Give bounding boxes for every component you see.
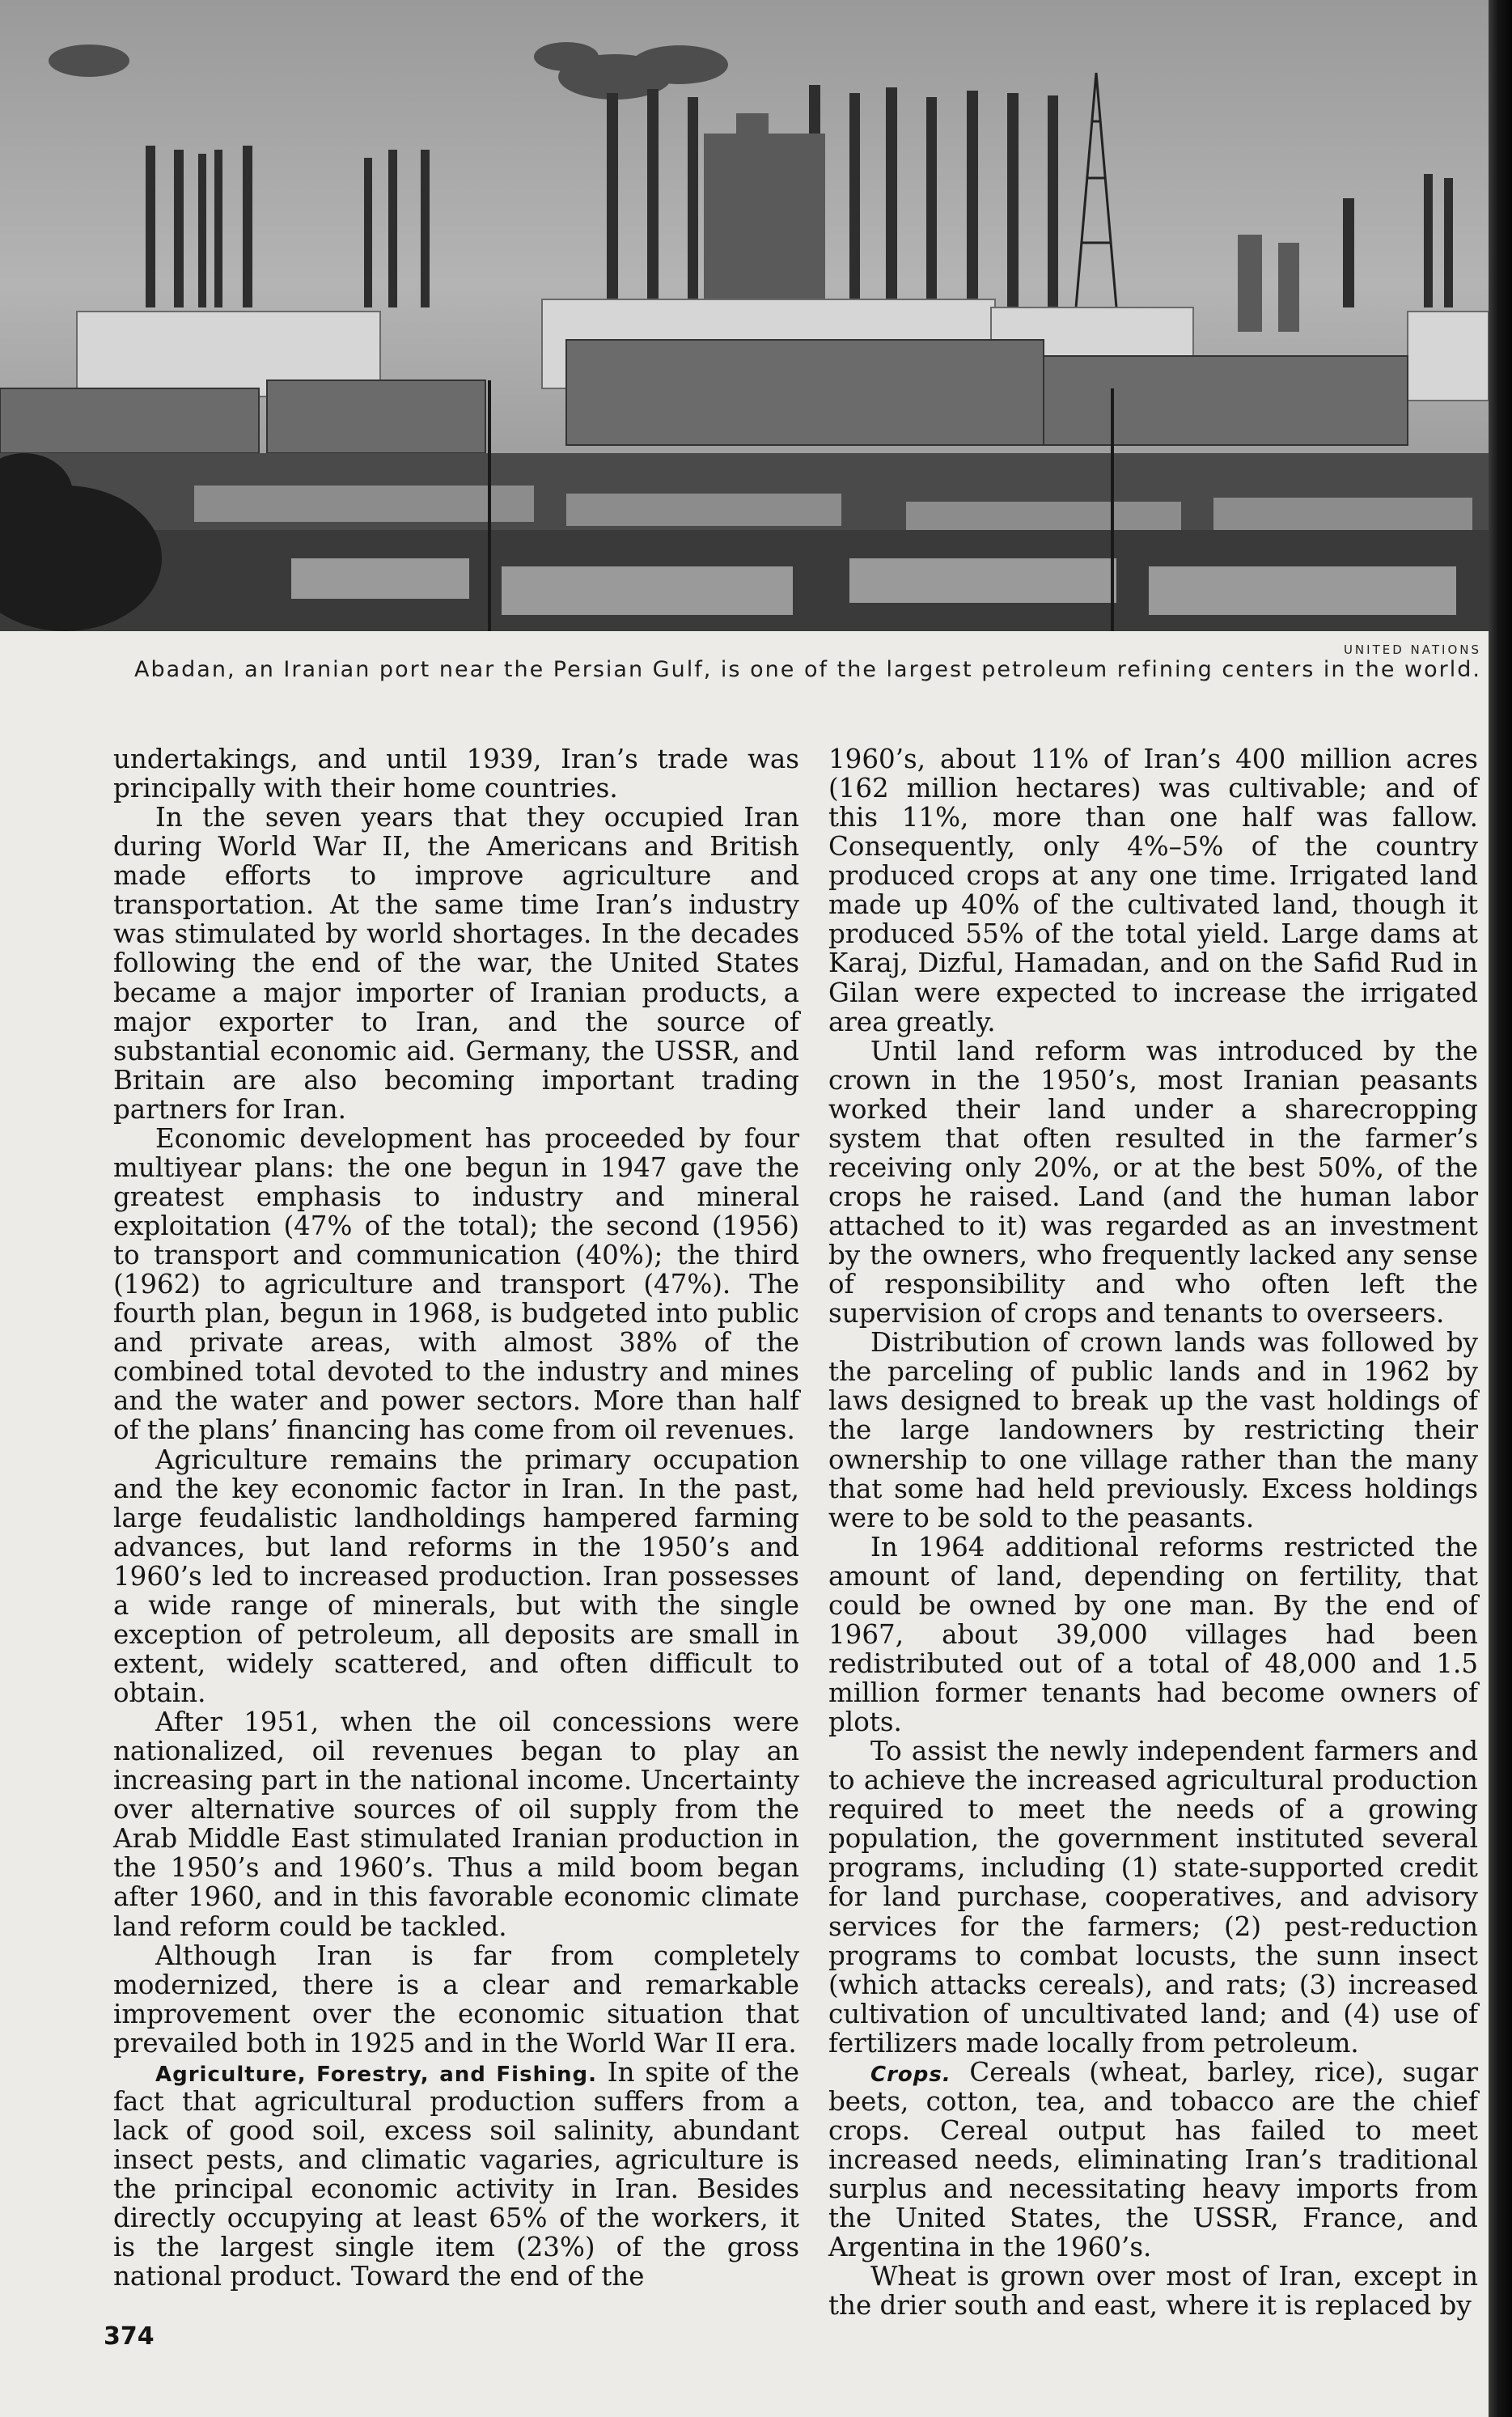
photo-credit: UNITED NATIONS xyxy=(1343,642,1481,657)
paragraph-text: Cereals (wheat, barley, rice), sugar beets, cotton, tea, and tobacco are the chief crops. Cereal output has failed to meet increased needs, eliminating Iran’s traditional surplus and necessitating heavy imports from the United States, the USSR, France, and Argentina in the 1960’s. xyxy=(828,2056,1478,2263)
paragraph: Distribution of crown lands was followed by the parceling of public lands and in 1962 by laws designed to break up the vast holdings of the large landowners by restricting their ownership to one village rather than the many that some had held previously. Excess holdings were to be sold to the peasants. xyxy=(828,1327,1478,1533)
paragraph: Although Iran is far from completely modernized, there is a clear and remarkable improvement over the economic situation that prevailed both in 1925 and in the World War II era. xyxy=(113,1940,799,2059)
subsection-heading: Crops. xyxy=(870,2062,951,2087)
paragraph: undertakings, and until 1939, Iran’s trade was principally with their home countries. xyxy=(113,744,799,804)
page-binding-edge xyxy=(1489,0,1512,2417)
right-column xyxy=(828,744,1478,2320)
paragraph: Until land reform was introduced by the crown in the 1950’s, most Iranian peasants worked their land under a sharecropping system that often resulted in the farmer’s receiving only 20%, or at the best 50%, of the crops he raised. Land (and the human labor attached to it) was regarded as an investment by the owners, who frequently lacked any sense of responsibility and who often left the supervision of crops and tenants to overseers. xyxy=(828,1035,1478,1329)
agriculture-paragraph xyxy=(113,2058,799,2292)
left-column xyxy=(113,744,799,2291)
paragraph-text: In spite of the fact that agricultural production suffers from a lack of good soil, excess soil salinity, abundant insect pests, and climatic vagaries, agriculture is the principal economic activity in Iran. Besides directly occupying at least 65% of the workers, it is the largest single item (23%) of the gross national product. Toward the end of the xyxy=(113,2056,799,2292)
photo-caption: Abadan, an Iranian port near the Persian Gulf, is one of the largest petroleum refining centers in the world. xyxy=(134,657,1481,682)
paragraph: Agriculture remains the primary occupation and the key economic factor in Iran. In the past, large feudalistic landholdings hampered farming advances, but land reforms in the 1950’s and 1960’s led to increased production. Iran possesses a wide range of minerals, but with the single exception of petroleum, all deposits are small in extent, widely scattered, and often difficult to obtain. xyxy=(113,1444,799,1708)
paragraph: After 1951, when the oil concessions were nationalized, oil revenues began to play an increasing part in the national income. Uncertainty over alternative sources of oil supply from the Arab Middle East stimulated Iranian production in the 1950’s and 1960’s. Thus a mild boom began after 1960, and in this favorable economic climate land reform could be tackled. xyxy=(113,1707,799,1942)
crops-paragraph xyxy=(828,2058,1478,2262)
refinery-illustration xyxy=(0,0,1489,631)
paragraph: In 1964 additional reforms restricted the amount of land, depending on fertility, that could be owned by one man. By the end of 1967, about 39,000 villages had been redistributed out of a total of 48,000 and 1.5 million former tenants had become owners of plots. xyxy=(828,1531,1478,1738)
page-number: 374 xyxy=(104,2322,155,2351)
paragraph: To assist the newly independent farmers and to achieve the increased agricultural production required to meet the needs of a growing population, the government instituted several programs, including (1) state-supported credit for land purchase, cooperatives, and advisory services for the farmers; (2) pest-reduction programs to combat locusts, the sunn insect (which attacks cereals), and rats; (3) increased cultivation of uncultivated land; and (4) use of fertilizers made locally from petroleum. xyxy=(828,1736,1478,2059)
refinery-photo xyxy=(0,0,1489,631)
paragraph: Wheat is grown over most of Iran, except in the drier south and east, where it is replaced by xyxy=(828,2261,1478,2322)
section-heading: Agriculture, Forestry, and Fishing. xyxy=(155,2062,597,2087)
paragraph: 1960’s, about 11% of Iran’s 400 million acres (162 million hectares) was cultivable; and of this 11%, more than one half was fallow. Consequently, only 4%–5% of the country produced crops at any one time. Irrigated land made up 40% of the cultivated land, though it produced 55% of the total yield. Large dams at Karaj, Dizful, Hamadan, and on the Safid Rud in Gilan were expected to increase the irrigated area greatly. xyxy=(828,744,1478,1037)
paragraph: Economic development has proceeded by four multiyear plans: the one begun in 1947 gave the greatest emphasis to industry and mineral exploitation (47% of the total); the second (1956) to transport and communication (40%); the third (1962) to agriculture and transport (47%). The fourth plan, begun in 1968, is budgeted into public and private areas, with almost 38% of the combined total devoted to the industry and mines and the water and power sectors. More than half of the plans’ financing has come from oil revenues. xyxy=(113,1122,799,1446)
paragraph: In the seven years that they occupied Iran during World War II, the Americans and British made efforts to improve agriculture and transportation. At the same time Iran’s industry was stimulated by world shortages. In the decades following the end of the war, the United States became a major importer of Iranian products, a major exporter to Iran, and the source of substantial economic aid. Germany, the USSR, and Britain are also becoming important trading partners for Iran. xyxy=(113,802,799,1125)
